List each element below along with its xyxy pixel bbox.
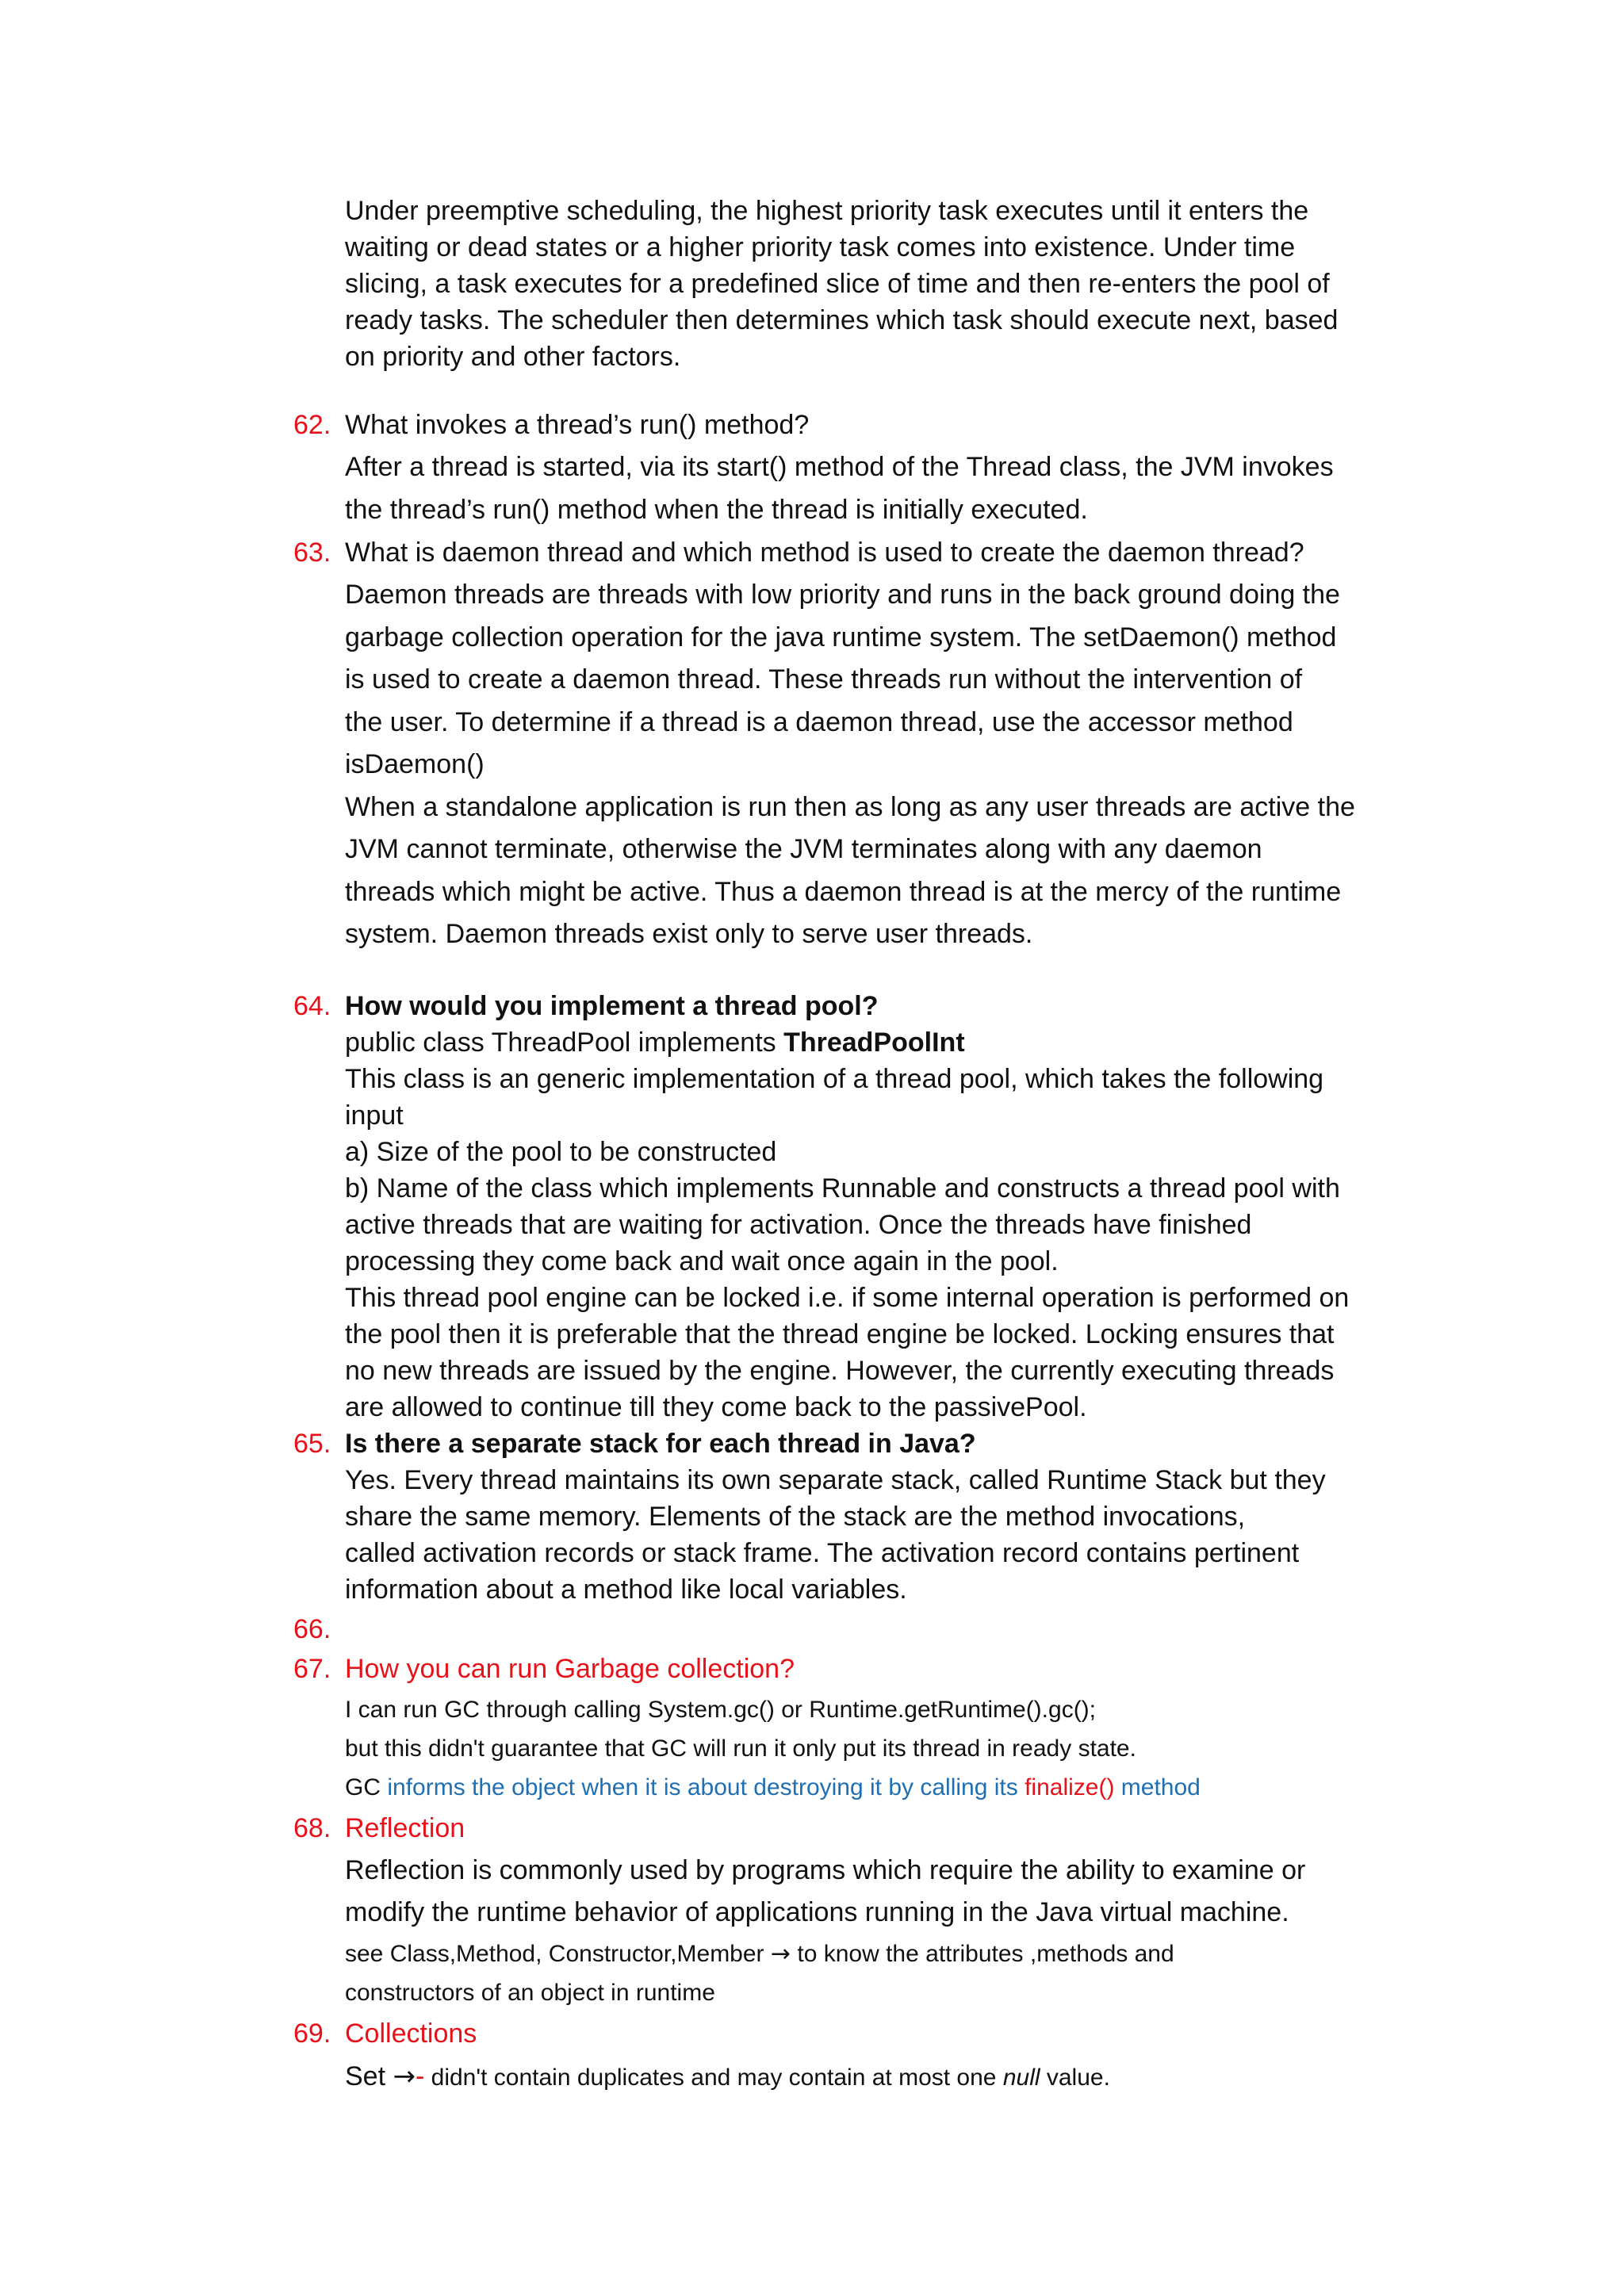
list-item-67: [293, 1651, 1388, 1807]
list-item-69: [293, 2015, 1388, 2096]
list-item-68: [293, 1810, 1388, 2012]
arrow-right-icon: →: [393, 2060, 416, 2092]
question-68: Reflection: [345, 1812, 465, 1843]
answer-68: Reflection is commonly used by programs which require the ability to examine or modify the runtime behavior of applications running in the Java virtual machine.: [345, 1854, 1306, 1927]
list-item-62: [293, 407, 1388, 531]
answer-69-set-line: [345, 2058, 1388, 2096]
list-item-65: [293, 1425, 1388, 1608]
set-description-end: value.: [1040, 2064, 1110, 2091]
page-content: [293, 193, 1388, 2096]
answer-68-note-line-1: [345, 1934, 1388, 1973]
null-keyword: null: [1002, 2064, 1040, 2091]
answer-67-line-3: [345, 1768, 1388, 1807]
question-69: Collections: [345, 2018, 477, 2049]
intro-paragraph: Under preemptive scheduling, the highest priority task executes until it enters the waiting or dead states or a higher priority task comes into existence. Under time slicing, a task executes for a predefined slice of time and then re-enters the pool of ready tasks. The scheduler then determines which task should execute next, based on priority and other factors.: [345, 196, 1339, 372]
list-item-66: [293, 1608, 1388, 1649]
list-item-64: [293, 988, 1388, 1425]
question-67: How you can run Garbage collection?: [345, 1653, 795, 1684]
answer-63-part-2: When a standalone application is run then as long as any user threads are active the JVM cannot terminate, otherwise the JVM terminates along with any daemon threads which might be active. Thus a daemon thread is at the mercy of the runtime system. Daemon threads exist only to serve user threads.: [345, 791, 1355, 949]
item-number: 66.: [293, 1613, 331, 1644]
gc-label: GC: [345, 1774, 388, 1800]
item-number: 67.: [293, 1653, 331, 1684]
item-number: 68.: [293, 1812, 331, 1843]
item-number: 63.: [293, 538, 331, 568]
answer-67-line-2: but this didn't guarantee that GC will run it only put its thread in ready state.: [345, 1735, 1136, 1762]
finalize-method: finalize(): [1025, 1774, 1115, 1800]
class-declaration: public class ThreadPool implements: [345, 1027, 784, 1058]
item-number: 65.: [293, 1428, 331, 1459]
question-65: Is there a separate stack for each thread in Java?: [345, 1428, 976, 1459]
answer-62: After a thread is started, via its start() method of the Thread class, the JVM invokes the thread’s run() method when the thread is initially executed.: [345, 452, 1334, 525]
interface-name: ThreadPoolInt: [783, 1027, 965, 1058]
answer-67-line-1: I can run GC through calling System.gc() or Runtime.getRuntime().gc();: [345, 1696, 1097, 1723]
question-62: What invokes a thread’s run() method?: [345, 410, 810, 440]
answer-64-class-line: [345, 1024, 1388, 1061]
question-64: How would you implement a thread pool?: [345, 990, 879, 1021]
note-text-continued: to know the attributes ,methods and: [791, 1940, 1174, 1967]
list-item-63: [293, 534, 1388, 956]
set-label: Set: [345, 2061, 393, 2091]
question-63: What is daemon thread and which method is used to create the daemon thread?: [345, 538, 1304, 568]
set-description: didn't contain duplicates and may contain at most one: [424, 2064, 1003, 2091]
answer-68-note-line-2: constructors of an object in runtime: [345, 1979, 715, 2006]
answer-65: Yes. Every thread maintains its own separate stack, called Runtime Stack but they share the same memory. Elements of the stack are the method invocations, called activation records or stack frame. The activation record contains pertinent information about a method like local variables.: [345, 1464, 1326, 1605]
gc-explanation: informs the object when it is about destroying it by calling its: [387, 1774, 1025, 1800]
item-number: 62.: [293, 410, 331, 440]
arrow-right-icon: →: [770, 1939, 791, 1968]
answer-64: This class is an generic implementation of a thread pool, which takes the following input a) Size of the pool to be constructed b) Name of the class which implements Runnable and constructs a thread pool with active threads that are waiting for activation. Once the threads have finished processing they come back and wait once again in the pool. This thread pool engine can be locked i.e. if some internal operation is performed on the pool then it is preferable that the thread engine be locked. Locking ensures that no new threads are issued by the engine. However, the currently executing threads are allowed to continue till they come back to the passivePool.: [345, 1063, 1350, 1422]
item-number: 64.: [293, 990, 331, 1021]
answer-63-part-1: Daemon threads are threads with low priority and runs in the back ground doing the garbage collection operation for the java runtime system. The setDaemon() method is used to create a daemon thread. These threads run without the intervention of the user. To determine if a thread is a daemon thread, use the accessor method isDaemon(): [345, 580, 1340, 779]
item-number: 69.: [293, 2018, 331, 2049]
dash-mark: -: [415, 2061, 425, 2091]
method-word: method: [1114, 1774, 1201, 1800]
note-text: see Class,Method, Constructor,Member: [345, 1940, 771, 1967]
